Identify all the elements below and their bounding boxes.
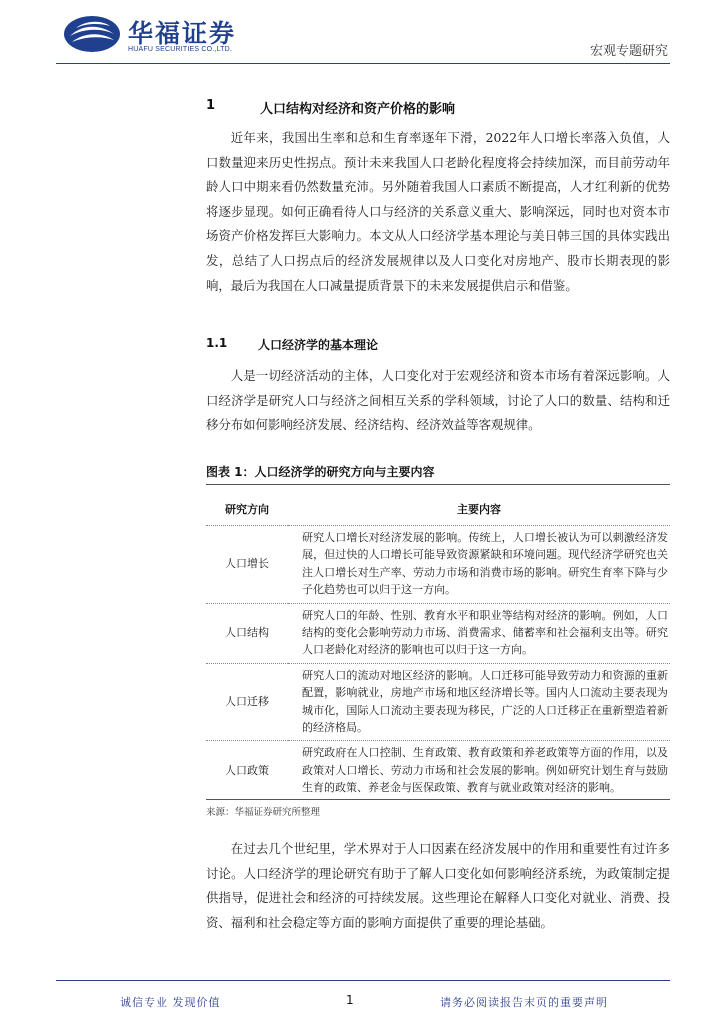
table-row [206,663,670,741]
row-direction: 人口结构 [206,603,288,663]
row-content: 研究人口的年龄、性别、教育水平和职业等结构对经济的影响。例如，人口结构的变化会影响劳动力市场、消费需求、储蓄率和社会福利支出等。研究人口老龄化对经济的影响也可以归于这一方向。 [288,603,670,663]
section-1-1-title: 人口经济学的基本理论 [258,338,379,352]
page-header [0,0,724,66]
table-row [206,741,670,801]
row-content: 研究人口的流动对地区经济的影响。人口迁移可能导致劳动力和资源的重新配置，影响就业，房地产市场和地区经济增长等。国内人口流动主要表现为城市化，国际人口流动主要表现为移民，广泛的人口迁移正在重新塑造着新的经济格局。 [288,663,670,741]
footer-slogan: 诚信专业 发现价值 [120,996,221,1009]
figure-title: 图表 1：人口经济学的研究方向与主要内容 [206,465,435,479]
brand-name-en: HUAFU SECURITIES CO.,LTD. [128,46,233,53]
table-row [206,526,670,604]
table-header-row [206,493,670,526]
report-type: 宏观专题研究 [589,44,668,59]
brand-name-cn: 华福证券 [128,19,237,48]
huafu-logo-icon [62,14,122,54]
section-1-title: 人口结构对经济和资产价格的影响 [260,102,456,117]
research-direction-table [206,493,670,801]
section-1-paragraph: 近年来，我国出生率和总和生育率逐年下滑，2022年人口增长率落入负值，人口数量迎来历史性拐点。预计未来我国人口老龄化程度将会持续加深，而目前劳动年龄人口中期来看仍然数量充沛。另外随着我国人口素质不断提高，人才红利新的优势将逐步显现。如何正确看待人口与经济的关系意义重大、影响深远，同时也对资本市场资产价格发挥巨大影响力。本文从人口经济学基本理论与美日韩三国的具体实践出发，总结了人口拐点后的经济发展规律以及人口变化对房地产、股市长期表现的影响，最后为我国在人口减量提质背景下的未来发展提供启示和借鉴。 [206,130,670,293]
header-content: 主要内容 [457,503,501,516]
row-direction: 人口增长 [206,526,288,604]
header-divider [56,63,670,64]
footer-disclaimer: 请务必阅读报告末页的重要声明 [440,996,608,1009]
header-direction: 研究方向 [225,503,269,516]
section-1-1-paragraph: 人是一切经济活动的主体，人口变化对于宏观经济和资本市场有着深远影响。人口经济学是研究人口与经济之间相互关系的学科领域，讨论了人口的数量、结构和迁移分布如何影响经济发展、经济结构、经济效益等客观规律。 [206,368,670,433]
figure-bottom-rule [206,799,670,800]
figure-top-rule [206,484,670,485]
footer-divider [56,980,670,981]
row-direction: 人口政策 [206,741,288,801]
page-number: 1 [346,993,354,1007]
table-row [206,603,670,663]
figure-source: 来源：华福证券研究所整理 [206,807,321,818]
closing-paragraph: 在过去几个世纪里，学术界对于人口因素在经济发展中的作用和重要性有过许多讨论。人口经济学的理论研究有助于了解人口变化如何影响经济系统，为政策制定提供指导，促进社会和经济的可持续发展。这些理论在解释人口变化对就业、消费、投资、福利和社会稳定等方面的影响方面提供了重要的理论基础。 [206,841,670,930]
row-content: 研究人口增长对经济发展的影响。传统上，人口增长被认为可以刺激经济发展，但过快的人口增长可能导致资源紧缺和环境问题。现代经济学研究也关注人口增长对生产率、劳动力市场和消费市场的影响。研究生育率下降与少子化趋势也可以归于这一方向。 [288,526,670,604]
row-direction: 人口迁移 [206,663,288,741]
section-1-1-number: 1.1 [206,336,228,350]
section-1-number: 1 [206,98,216,113]
row-content: 研究政府在人口控制、生育政策、教育政策和养老政策等方面的作用，以及政策对人口增长、劳动力市场和社会发展的影响。例如研究计划生育与鼓励生育的政策、养老金与医保政策、教育与就业政策对经济的影响。 [288,741,670,801]
